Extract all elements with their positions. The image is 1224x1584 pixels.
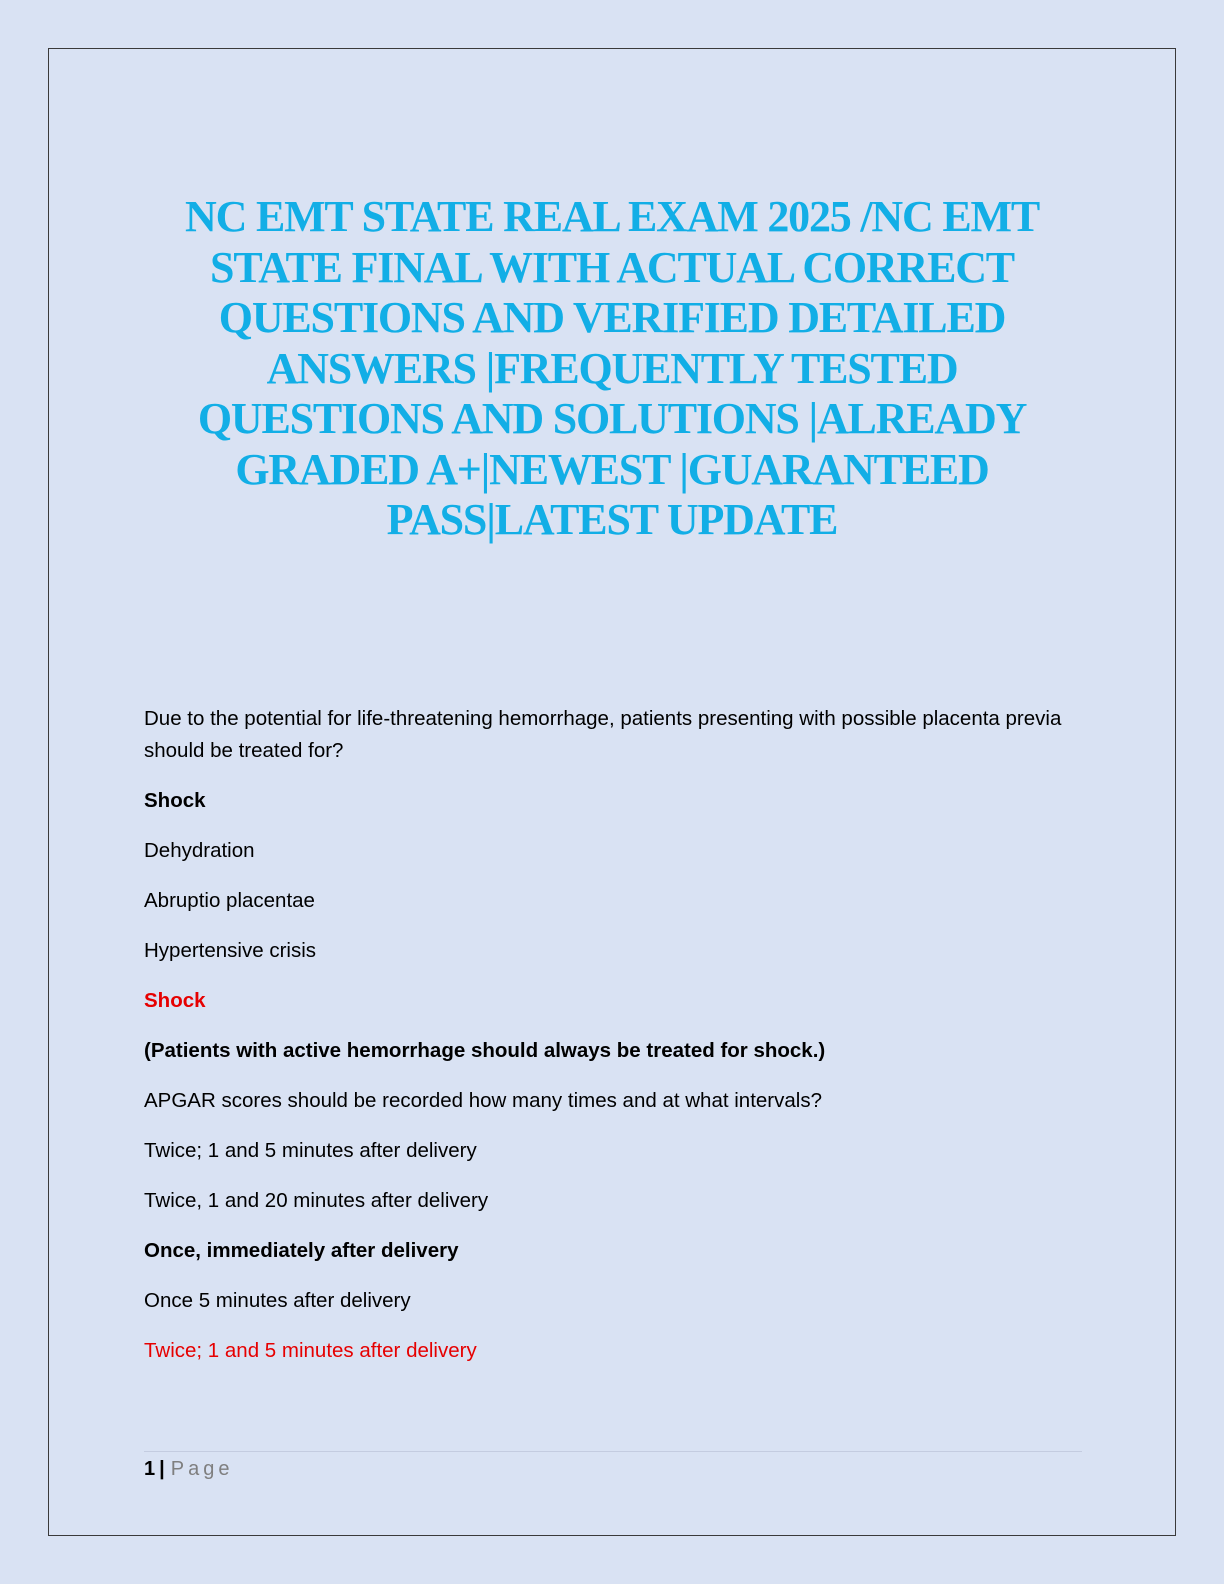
- page-label: Page: [170, 1458, 234, 1480]
- page-number: 1: [144, 1458, 156, 1480]
- option-item: Twice; 1 and 5 minutes after delivery: [144, 1139, 477, 1162]
- document-title: NC EMT STATE REAL EXAM 2025 /NC EMT STATE FINAL WITH ACTUAL CORRECT QUESTIONS AND VERIFIED DETAILED ANSWERS |FREQUENTLY TESTED QUESTIONS AND SOLUTIONS |ALREADY GRADED A+|NEWEST |GUARANTEED PASS|LATEST UPDATE: [185, 192, 1039, 544]
- option-item: Hypertensive crisis: [144, 939, 317, 962]
- option-item: Once, immediately after delivery: [144, 1239, 459, 1262]
- option-item: Twice, 1 and 20 minutes after delivery: [144, 1189, 489, 1212]
- page-footer: [144, 1455, 233, 1483]
- document-body: [144, 703, 1084, 1385]
- footer-separator: |: [159, 1458, 165, 1480]
- footer-divider: [144, 1451, 1082, 1452]
- option-item: Shock: [144, 789, 206, 812]
- option-item: Dehydration: [144, 839, 255, 862]
- question-block-2: [144, 1085, 1084, 1367]
- question-text: APGAR scores should be recorded how many times and at what intervals?: [144, 1089, 822, 1112]
- correct-answer: Shock: [144, 989, 206, 1012]
- option-item: Abruptio placentae: [144, 889, 315, 912]
- question-block-1: [144, 703, 1084, 1067]
- option-item: Once 5 minutes after delivery: [144, 1289, 411, 1312]
- correct-answer: Twice; 1 and 5 minutes after delivery: [144, 1339, 477, 1362]
- question-text: Due to the potential for life-threatening hemorrhage, patients presenting with possible placenta previa should be treated for?: [144, 707, 1062, 762]
- answer-rationale: (Patients with active hemorrhage should always be treated for shock.): [144, 1039, 826, 1062]
